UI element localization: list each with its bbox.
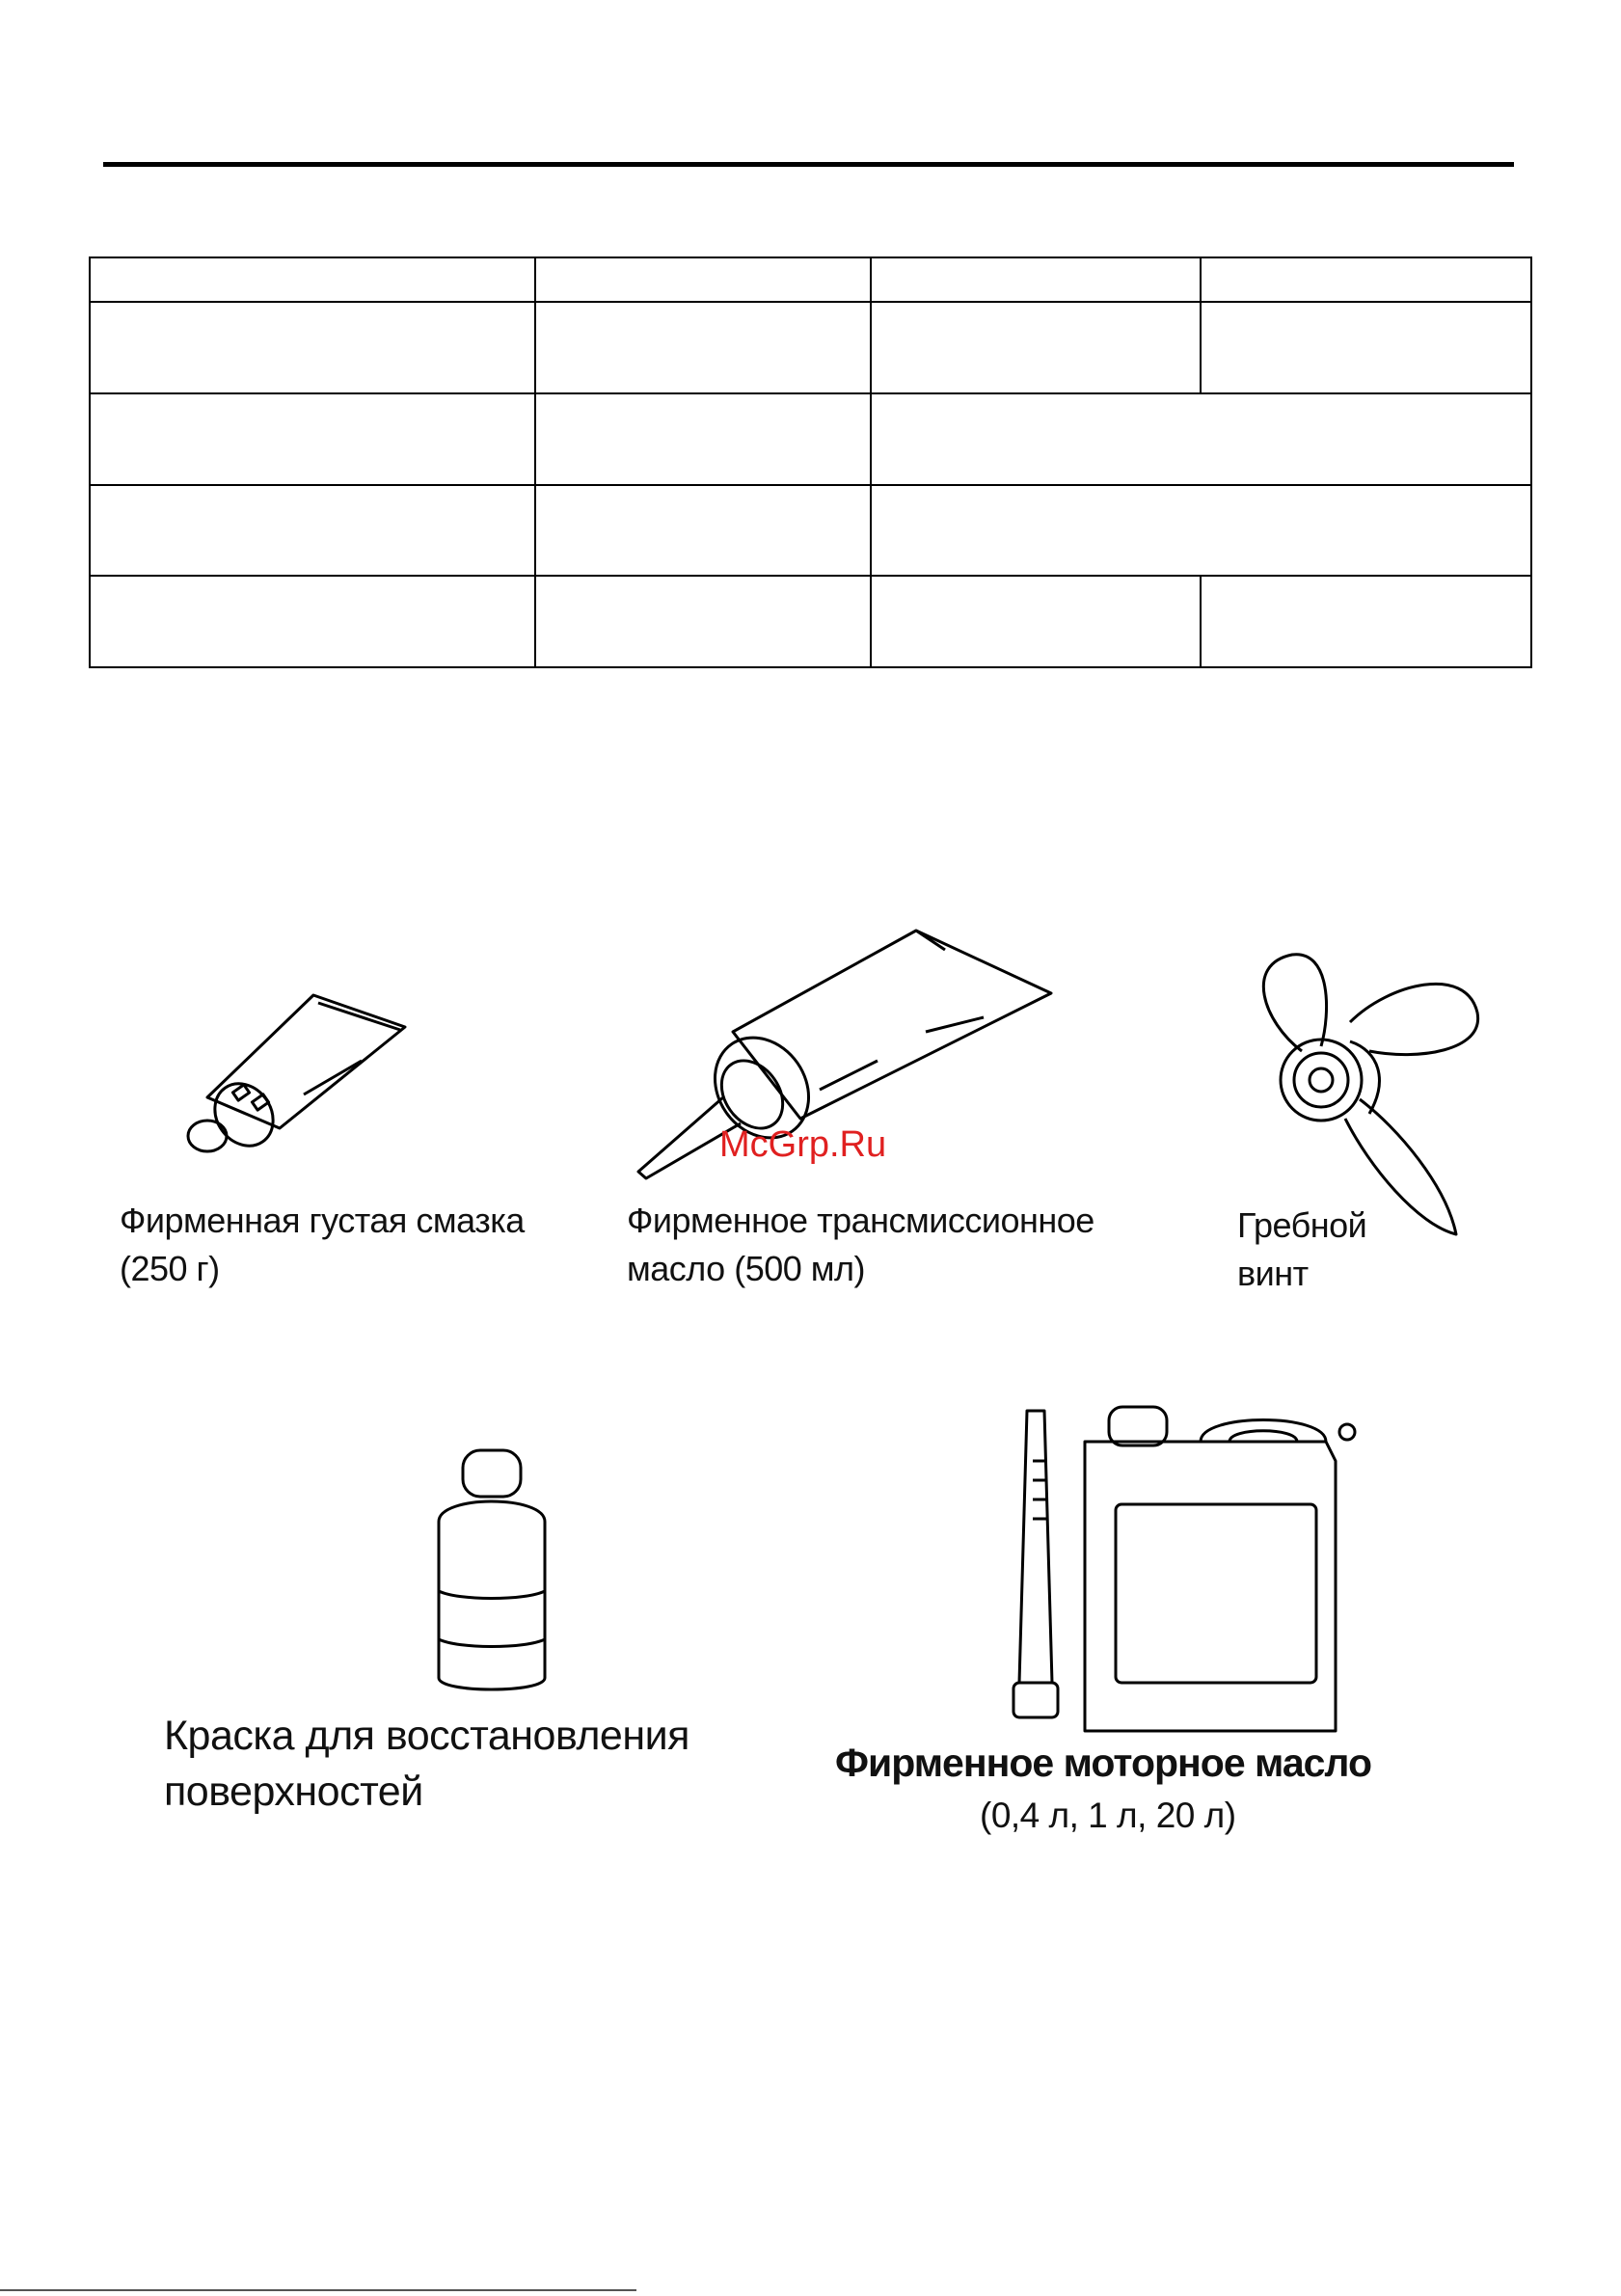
table-row: [90, 485, 1531, 577]
table-cell: [535, 576, 871, 667]
table-cell: [535, 393, 871, 485]
caption-line: винт: [1237, 1254, 1309, 1293]
watermark: McGrp.Ru: [719, 1124, 887, 1165]
table-row: [90, 302, 1531, 393]
table-row: [90, 576, 1531, 667]
caption-line: Фирменное трансмиссионное: [627, 1201, 1094, 1240]
engine-oil-volumes: [980, 1792, 1236, 1840]
table-cell: [1201, 302, 1531, 393]
caption-line: Фирменное моторное масло: [835, 1741, 1371, 1785]
spec-table: [89, 257, 1532, 668]
table-cell: [90, 302, 535, 393]
table-cell: [871, 393, 1531, 485]
caption-line: (250 г): [120, 1249, 220, 1288]
table-cell: [90, 485, 535, 577]
oil-canister-icon: [1008, 1403, 1369, 1745]
grease-caption: [120, 1197, 525, 1293]
header-rule: [103, 162, 1514, 167]
table-cell: [1201, 576, 1531, 667]
caption-line: поверхностей: [164, 1769, 423, 1815]
table-cell: [871, 302, 1201, 393]
table-cell: [871, 485, 1531, 577]
table-row: [90, 393, 1531, 485]
propeller-caption: [1237, 1202, 1366, 1298]
table-row: [90, 257, 1531, 302]
table-cell: [871, 257, 1201, 302]
gear-oil-caption: [627, 1197, 1094, 1293]
table-cell: [535, 485, 871, 577]
grease-tube-icon: [169, 984, 415, 1157]
spray-can-icon: [429, 1446, 554, 1692]
table-cell: [90, 393, 535, 485]
table-cell: [535, 302, 871, 393]
paint-caption: [164, 1708, 689, 1820]
table-cell: [90, 576, 535, 667]
caption-line: Краска для восстановления: [164, 1713, 689, 1759]
table-cell: [90, 257, 535, 302]
engine-oil-caption: [835, 1736, 1371, 1790]
caption-line: Фирменная густая смазка: [120, 1201, 525, 1240]
table-cell: [535, 257, 871, 302]
table-cell: [1201, 257, 1531, 302]
caption-line: (0,4 л, 1 л, 20 л): [980, 1796, 1236, 1835]
footer-rule: [0, 2289, 636, 2291]
table-cell: [871, 576, 1201, 667]
propeller-icon: [1225, 945, 1485, 1244]
caption-line: Гребной: [1237, 1205, 1367, 1245]
caption-line: масло (500 мл): [627, 1249, 866, 1288]
